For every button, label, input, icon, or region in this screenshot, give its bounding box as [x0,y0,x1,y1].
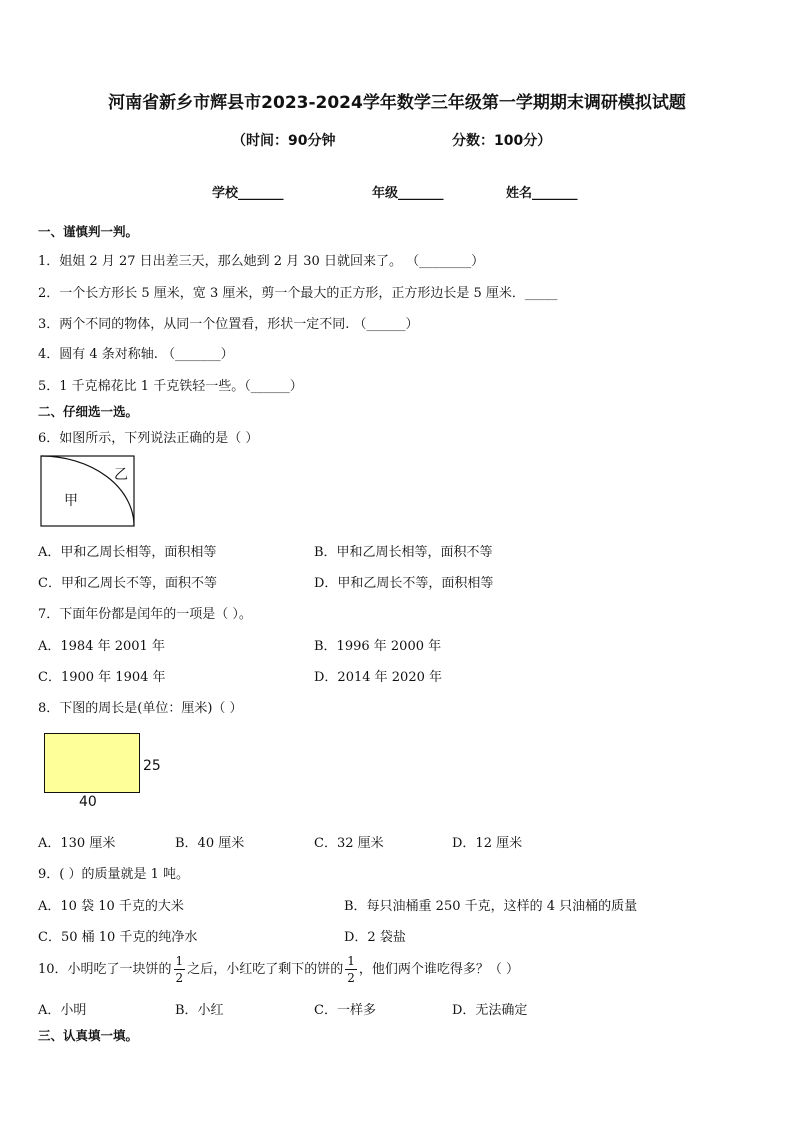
q6-option-d: D．甲和乙周长不等，面积相等 [314,576,494,591]
q10-text-1: 10．小明吃了一块饼的 [38,962,172,977]
q8-option-a: A．130 厘米 [38,836,116,851]
q10-option-b: B．小红 [175,1003,224,1018]
question-7: 7．下面年份都是闰年的一项是（ ）。 [38,607,252,622]
question-3: 3．两个不同的物体，从同一个位置看，形状一定不同. （______） [38,317,419,332]
q6-option-b: B．甲和乙周长相等，面积不等 [314,545,493,560]
section-heading: 二、仔细选一选。 [38,404,139,419]
fraction-denominator: 2 [347,971,355,985]
exam-time: （时间：90分钟 [232,133,336,149]
q8-option-d: D．12 厘米 [452,836,523,851]
q7-option-a: A．1984 年 2001 年 [38,639,165,654]
rect-height-label: 25 [143,758,161,774]
fraction-numerator: 1 [347,954,355,968]
q9-option-c: C．50 桶 10 千克的纯净水 [38,930,198,945]
q10-option-c: C．一样多 [314,1003,376,1018]
q9-option-a: A．10 袋 10 千克的大米 [38,899,184,914]
q10-text-3: ，他们两个谁吃得多？（ ） [358,962,519,977]
question-10 [38,954,519,986]
question-8: 8．下图的周长是(单位：厘米)（ ） [38,701,243,716]
q6-option-c: C．甲和乙周长不等，面积不等 [38,576,217,591]
section-heading: 三、认真填一填。 [38,1028,139,1043]
fraction-half [174,955,186,984]
question-1: 1．姐姐 2 月 27 日出差三天，那么她到 2 月 30 日就回来了。 （________） [38,254,485,269]
question-9: 9．( ）的质量就是 1 吨。 [38,867,190,882]
school-field: 学校_______ [212,186,284,201]
name-field: 姓名_______ [506,186,578,201]
question-6: 6．如图所示，下列说法正确的是（ ） [38,431,259,446]
section-heading: 一、谨慎判一判。 [38,224,139,239]
question-4: 4．圆有 4 条对称轴. （_______） [38,347,234,362]
q9-option-d: D．2 袋盐 [344,930,406,945]
q6-option-a: A．甲和乙周长相等，面积相等 [38,545,217,560]
q10-option-d: D．无法确定 [452,1003,528,1018]
rect-width-label: 40 [79,794,97,810]
rectangle-figure [44,733,140,793]
label-yi: 乙 [114,467,128,483]
page-title: 河南省新乡市辉县市2023-2024学年数学三年级第一学期期末调研模拟试题 [108,93,686,113]
q8-option-b: B．40 厘米 [175,836,245,851]
q7-option-b: B．1996 年 2000 年 [314,639,442,654]
fraction-denominator: 2 [175,971,184,985]
question-2: 2．一个长方形长 5 厘米，宽 3 厘米，剪一个最大的正方形，正方形边长是 5 厘米．_____ [38,286,558,301]
q10-option-a: A．小明 [38,1003,87,1018]
q7-option-c: C．1900 年 1904 年 [38,670,166,685]
q9-option-b: B．每只油桶重 250 千克，这样的 4 只油桶的质量 [344,899,638,914]
grade-field: 年级_______ [372,186,444,201]
q7-option-d: D．2014 年 2020 年 [314,670,442,685]
label-jia: 甲 [64,493,78,509]
q10-text-2: 之后，小红吃了剩下的饼的 [187,962,344,977]
q8-option-c: C．32 厘米 [314,836,384,851]
exam-score: 分数：100分） [452,133,552,149]
fraction-half [345,955,357,984]
fraction-numerator: 1 [175,954,184,968]
question-5: 5．1 千克棉花比 1 千克铁轻一些。（______） [38,379,303,394]
